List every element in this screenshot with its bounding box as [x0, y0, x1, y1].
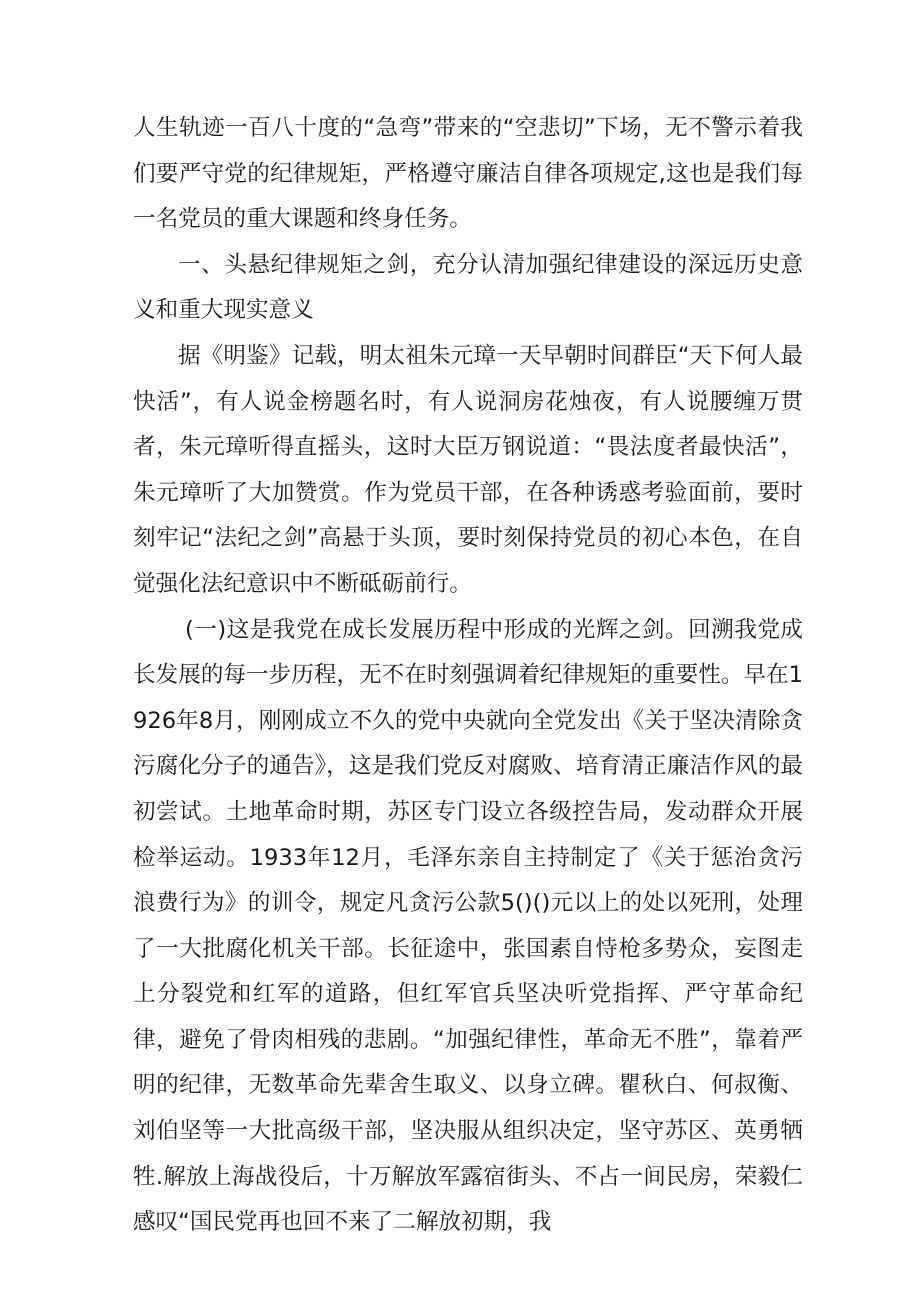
paragraph-intro: 人生轨迹一百八十度的“急弯”带来的“空悲切”下场，无不警示着我们要严守党的纪律规矩，严格遵守廉洁自律各项规定,这也是我们每一名党员的重大课题和终身任务。: [133, 115, 803, 233]
paragraph-subsection-one: (一)这是我党在成长发展历程中形成的光辉之剑。回溯我党成长发展的每一步历程，无不在时刻强调着纪律规矩的重要性。早在1926年8月，刚刚成立不久的党中央就向全党发出《关于坚决清除贪污腐化分子的通告》，这是我们党反对腐败、培育清正廉洁作风的最初尝试。土地革命时期，苏区专门设立各级控告局，发动群众开展检举运动。1933年12月，毛泽东亲自主持制定了《关于惩治贪污浪费行为》的训令，规定凡贪污公款5()()元以上的处以死刑，处理了一大批腐化机关干部。长征途中，张国素自恃枪多势众，妄图走上分裂党和红军的道路，但红军官兵坚决听党指挥、严守革命纪律，避免了骨肉相残的悲剧。“加强纪律性，革命无不胜”，靠着严明的纪律，无数革命先辈舍生取义、以身立碑。瞿秋白、何叔衡、刘伯坚等一大批高级干部，坚决服从组织决定，坚守苏区、英勇牺牲.解放上海战役后，十万解放军露宿街头、不占一间民房，荣毅仁感叹“国民党再也回不来了二解放初期，我: [133, 616, 803, 1236]
section-heading: 一、头悬纪律规矩之剑，充分认清加强纪律建设的深远历史意义和重大现实意义: [133, 251, 803, 324]
paragraph-mingjian: 据《明鉴》记载，明太祖朱元璋一天早朝时间群臣“天下何人最快活”，有人说金榜题名时，有人说洞房花烛夜，有人说腰缠万贯者，朱元璋听得直摇头，这时大臣万钢说道：“畏法度者最快活”，朱元璋听了大加赞赏。作为党员干部，在各种诱惑考验面前，要时刻牢记“法纪之剑”高悬于头顶，要时刻保持党员的初心本色，在自觉强化法纪意识中不断砥砺前行。: [133, 342, 803, 597]
document-body: [133, 106, 803, 1246]
